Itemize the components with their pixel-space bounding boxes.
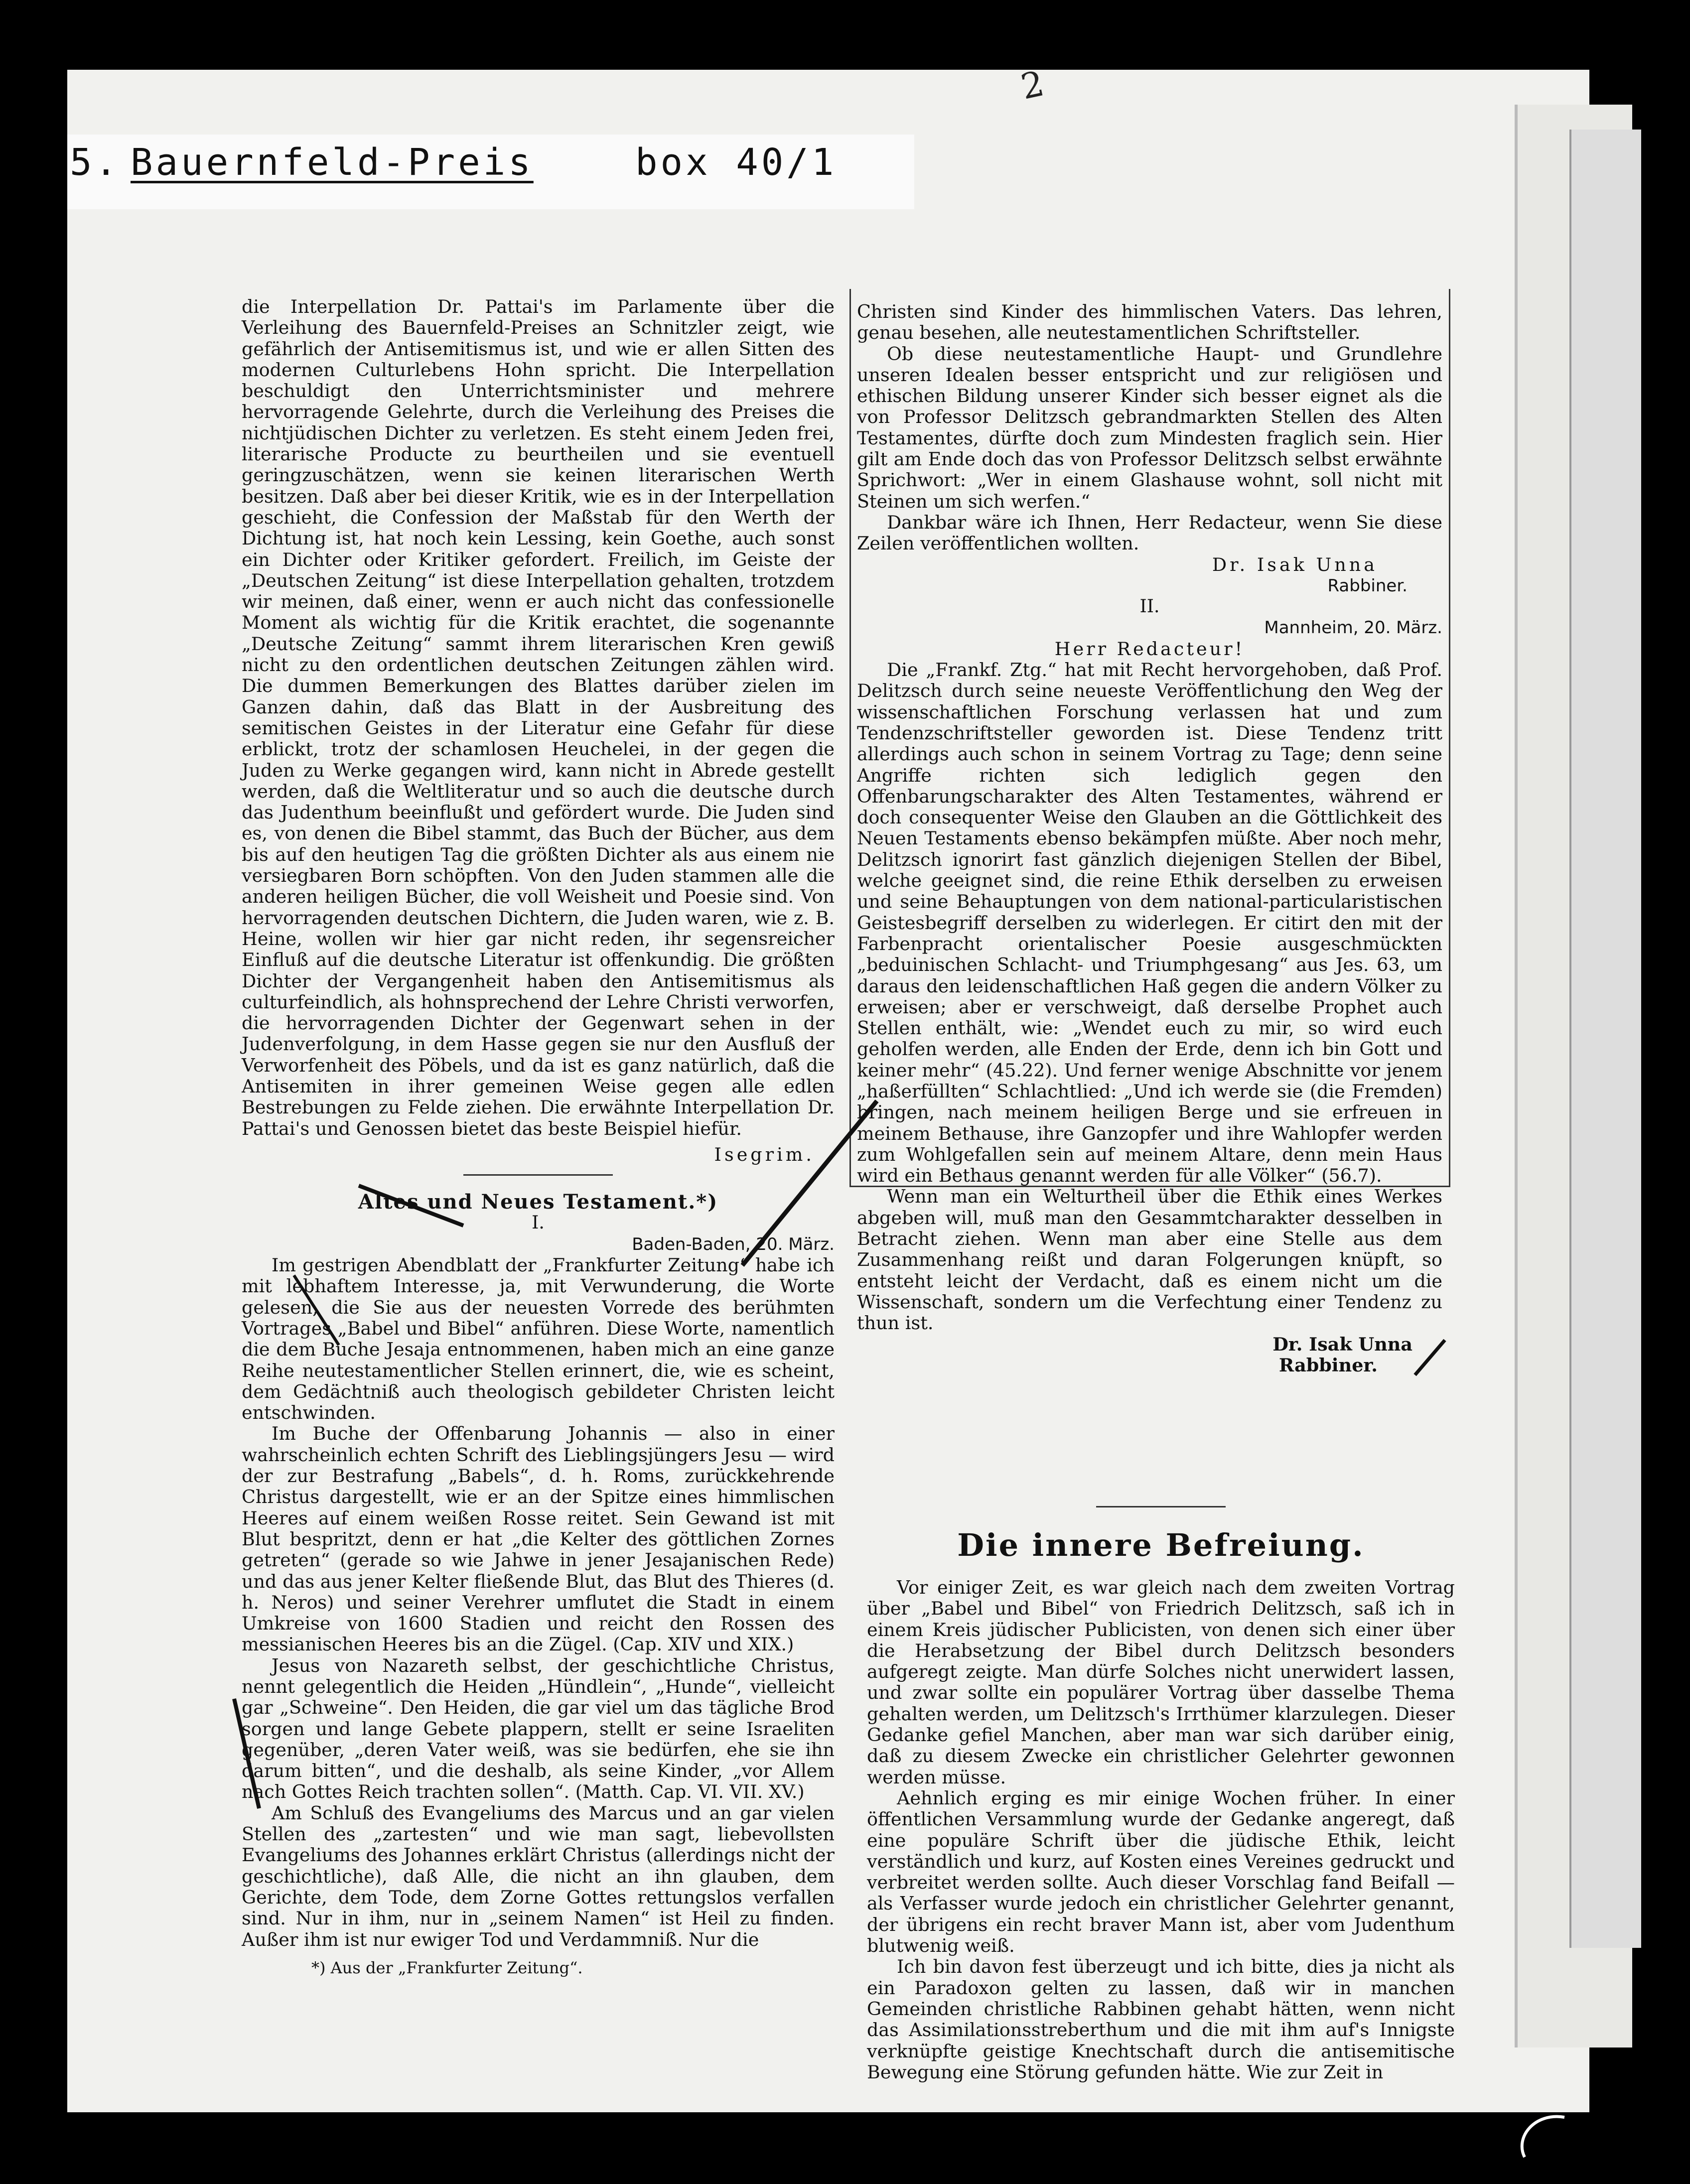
- article-title-testament: Altes und Neues Testament.*): [358, 1190, 718, 1214]
- continuation-paragraph: Dankbar wäre ich Ihnen, Herr Redacteur, wenn Sie diese Zeilen veröffentlichen wollten.: [857, 511, 1442, 554]
- header-title: Bauernfeld-Preis: [131, 141, 534, 184]
- footnote: *) Aus der „Frankfurter Zeitung“.: [311, 1958, 583, 1977]
- signature-schwalb: Dr. Isak Unna: [1212, 553, 1378, 575]
- underlying-sheet-edge: [1569, 130, 1641, 1948]
- letter-salutation: Herr Redacteur!: [1054, 638, 1245, 660]
- section-divider: [463, 1174, 613, 1176]
- befreiung-paragraph: Aehnlich erging es mir einige Wochen früher. In einer öffentlichen Versammlung wurde der Gedanke angeregt, daß eine populäre Schrift über die jüdische Ethik, leicht verständlich und kurz, auf Kosten eines Vereines gedruckt und verbreitet werden sollte. Auch dieser Vorschlag fand Beifall — als Verfasser wurde jedoch ein christlicher Gelehrter genannt, der übrigens ein recht braver Mann ist, aber vom Judenthum blutwenig weiß.: [867, 1787, 1455, 1957]
- interpellation-paragraph: die Interpellation Dr. Pattai's im Parlamente über die Verleihung des Bauernfeld-Preises an Schnitzler zeigt, wie gefährlich der Antisemitismus ist, und wie er allen Sitten des modernen Culturlebens Hohn spricht. Die Interpellation beschuldigt den Unterrichtsminister und mehrere hervorragende Gelehrte, durch die Verleihung des Preises die nichtjüdischen Dichter zu verletzen. Es steht einem Jeden frei, literarische Producte zu beurtheilen und sie eventuell geringzuschätzen, wenn sie keinen literarischen Werth besitzen. Daß aber bei dieser Kritik, wie es in der Interpellation geschieht, die Confession der Maßstab für den Werth der Dichtung ist, hat noch kein Lessing, kein Goethe, auch sonst ein Dichter oder Kritiker gefordert. Freilich, im Geiste der „Deutschen Zeitung“ ist diese Interpellation gehalten, trotzdem wir meinen, daß einer, wenn er auch nicht das confessionelle Moment als wichtig für die Kritik erachtet, die sogenannte „Deutsche Zeitung“ sammt ihrem literarischen Kren gewiß nicht zu den ordentlichen deutschen Zeitungen zählen wird. Die dummen Bemerkungen des Blattes darüber zielen im Ganzen dahin, daß das Blatt in der Ausbreitung des semitischen Geistes in der Literatur eine Gefahr für diese erblickt, trotz der schamlosen Heuchelei, in der gegen die Juden zu Werke gegangen wird, kann nicht in Abrede gestellt werden, daß die Weltliteratur und so auch die deutsche durch das Judenthum beeinflußt und gefördert wurde. Die Juden sind es, von denen die Bibel stammt, das Buch der Bücher, aus dem bis auf den heutigen Tag die größten Dichter als aus einem nie versiegbaren Born schöpften. Von den Juden stammen alle die anderen heiligen Bücher, die voll Weisheit und Poesie sind. Von hervorragenden deutschen Dichtern, die Juden waren, wie z. B. Heine, wollen wir hier gar nicht reden, ihr segensreicher Einfluß auf die deutsche Literatur ist offenkundig. Die größten Dichter der Vergangenheit haben den Antisemitismus als culturfeindlich, als hohnsprechend der Lehre Christi verworfen, die hervorragenden Dichter der Gegenwart sehen in der Judenverfolgung, in dem Hasse gegen sie nur den Ausfluß der Verworfenheit des Pöbels, und da ist es ganz natürlich, daß die Antisemiten in ihrer gemeinen Weise gegen alle edlen Bestrebungen zu Felde ziehen. Die erwähnte Interpellation Dr. Pattai's und Genossen bietet das beste Beispiel hiefür.: [242, 296, 835, 1139]
- isegrim-signature: Isegrim.: [714, 1143, 815, 1165]
- right-column: [857, 301, 1442, 1376]
- handwritten-page-mark: 2: [1017, 63, 1048, 108]
- third-article: [867, 1482, 1455, 2083]
- header-number: 5.: [70, 141, 121, 184]
- pen-stroke: [1522, 2117, 1564, 2157]
- article-dateline: Baden-Baden, 20. März.: [632, 1234, 835, 1254]
- continuation-paragraph: Ob diese neutestamentliche Haupt- und Grundlehre unseren Idealen besser entspricht und zur religiösen und ethischen Bildung unserer Kinder sich besser eignet als die von Professor Delitzsch gebrandmarkten Stellen des Alten Testamentes, dürfte doch zum Mindesten fraglich sein. Hier gilt am Ende doch das von Professor Delitzsch selbst erwähnte Sprichwort: „Wer in einem Glashause wohnt, soll nicht mit Steinen um sich werfen.“: [857, 343, 1442, 512]
- befreiung-paragraph: Vor einiger Zeit, es war gleich nach dem zweiten Vortrag über „Babel und Bibel“ von Friedrich Delitzsch, saß ich in einem Kreis jüdischer Publicisten, von denen sich einer über die Herabsetzung der Bibel durch Delitzsch besonders aufgeregt zeigte. Man dürfe Solches nicht unerwidert lassen, und zwar sollte ein populärer Vortrag über dasselbe Thema gehalten werden, um Delitzsch's Irrthümer klarzulegen. Dieser Gedanke gefiel Manchen, aber man war sich darüber einig, daß zu diesem Zwecke ein christlicher Gelehrter gewonnen werden müsse.: [867, 1577, 1455, 1788]
- signature-unna: Dr. Isak Unna: [1272, 1333, 1412, 1355]
- article-paragraph: Jesus von Nazareth selbst, der geschichtliche Christus, nennt gelegentlich die Heiden „Hündlein“, „Hunde“, vielleicht gar „Schweine“. Den Heiden, die gar viel um das tägliche Brod sorgen und lange Gebete plappern, stellt er seine Israeliten gegenüber, „deren Vater weiß, was sie bedürfen, ehe sie ihn darum bitten“, und die deshalb, als seine Kinder, „vor Allem nach Gottes Reich trachten sollen“. (Matth. Cap. VI. VII. XV.): [242, 1654, 835, 1803]
- letter-part-number: II.: [1139, 596, 1160, 617]
- header-box-label: box 40/1: [635, 141, 837, 184]
- left-column: [242, 296, 835, 1978]
- signature-title-schwalb: Rabbiner.: [1327, 575, 1408, 596]
- letter-paragraph: Die „Frankf. Ztg.“ hat mit Recht hervorgehoben, daß Prof. Delitzsch durch seine neueste Veröffentlichung den Weg der wissenschaftlichen Forschung verlassen hat und zum Tendenzschriftsteller geworden ist. Diese Tendenz tritt allerdings auch schon in seinem Vortrag zu Tage; denn seine Angriffe richten sich lediglich gegen den Offenbarungscharakter des Alten Testamentes, während er doch consequenter Weise den Glauben an die Göttlichkeit des Neuen Testaments ebenso bekämpfen müßte. Aber noch mehr, Delitzsch ignorirt fast gänzlich diejenigen Stellen der Bibel, welche geeignet sind, die reine Ethik derselben zu erweisen und seine Behauptungen von dem national-particularistischen Geistesbegriff derselben zu widerlegen. Er citirt den mit der Farbenpracht orientalischer Poesie ausgeschmückten „beduinischen Schlacht- und Triumphgesang“ aus Jes. 63, um daraus den leidenschaftlichen Haß gegen die andern Völker zu erweisen; aber er verschweigt, daß derselbe Prophet auch Stellen enthält, wie: „Wendet euch zu mir, so wird euch geholfen werden, alle Enden der Erde, denn ich bin Gott und keiner mehr“ (45.22). Und ferner wenige Abschnitte vor jenem „haßerfüllten“ Schlachtlied: „Und ich werde sie (die Fremden) bringen, nach meinem heiligen Berge und sie erfreuen in meinem Bethause, ihre Ganzopfer und ihre Wahlopfer werden zum Wohlgefallen sein auf meinem Altare, denn mein Haus wird ein Bethaus genannt werden für alle Völker“ (56.7).: [857, 659, 1442, 1187]
- article-paragraph: Am Schluß des Evangeliums des Marcus und an gar vielen Stellen des „zartesten“ und wie man sagt, liebevollsten Evangeliums des Johannes erklärt Christus (allerdings nicht der geschichtliche), daß Alle, die nicht an ihn glauben, dem Gerichte, dem Tode, dem Zorne Gottes rettungslos verfallen sind. Nur in ihm, nur in „seinem Namen“ ist Heil zu finden. Außer ihm ist nur ewiger Tod und Verdammniß. Nur die: [242, 1802, 835, 1950]
- section-divider: [1096, 1506, 1226, 1507]
- letter-dateline: Mannheim, 20. März.: [1264, 618, 1442, 638]
- article-paragraph: Im Buche der Offenbarung Johannis — also in einer wahrscheinlich echten Schrift des Lieblingsjüngers Jesu — wird der zur Bestrafung „Babels“, d. h. Roms, zurückkehrende Christus dargestellt, wie er an der Spitze eines himmlischen Heeres auf einem weißen Rosse reitet. Sein Gewand ist mit Blut bespritzt, denn er hat „die Kelter des göttlichen Zornes getreten“ (gerade so wie Jahwe in jener Jesajanischen Rede) und das aus jener Kelter fließende Blut, das Blut des Thieres (d. h. Neros) und seiner Verehrer umflutet die Stadt in einem Umkreise von 1600 Stadien und reicht den Rossen des messianischen Heeres bis an die Zügel. (Cap. XIV und XIX.): [242, 1423, 835, 1655]
- continuation-paragraph: Christen sind Kinder des himmlischen Vaters. Das lehren, genau besehen, alle neutestamentlichen Schriftsteller.: [857, 301, 1442, 344]
- letter-paragraph: Wenn man ein Welturtheil über die Ethik eines Werkes abgeben will, muß man den Gesammtcharakter desselben in Betracht ziehen. Wenn man aber eine Stelle aus dem Zusammenhang reißt und daran Folgerungen knüpft, so entsteht leicht der Verdacht, daß es einem nicht um die Wissenschaft, sondern um die Verfechtung einer Tendenz zu thun ist.: [857, 1186, 1442, 1334]
- article-title-befreiung: Die innere Befreiung.: [957, 1527, 1365, 1563]
- article-paragraph: Im gestrigen Abendblatt der „Frankfurter Zeitung“ habe ich mit lebhaftem Interesse, ja, mit Verwunderung, die Worte gelesen, die Sie aus der neuesten Vorrede des berühmten Vortrages „Babel und Bibel“ anführen. Diese Worte, namentlich die dem Buche Jesaja entnommenen, haben mich an eine ganze Reihe neutestamentlicher Stellen erinnert, die, wie es scheint, dem Gedächtniß auch theologisch gebildeter Christen leicht entschwinden.: [242, 1254, 835, 1424]
- article-part-number: I.: [532, 1213, 545, 1233]
- signature-title-unna: Rabbiner.: [1278, 1354, 1378, 1376]
- befreiung-paragraph: Ich bin davon fest überzeugt und ich bitte, dies ja nicht als ein Paradoxon gelten zu lassen, daß wir in manchen Gemeinden christliche Rabbinen gehabt hätten, wenn nicht das Assimilationsstreberthum und die mit ihm auf's Innigste verknüpfte geistige Knechtschaft durch die antisemitische Bewegung eine Störung gefunden hätte. Wie zur Zeit in: [867, 1956, 1455, 2083]
